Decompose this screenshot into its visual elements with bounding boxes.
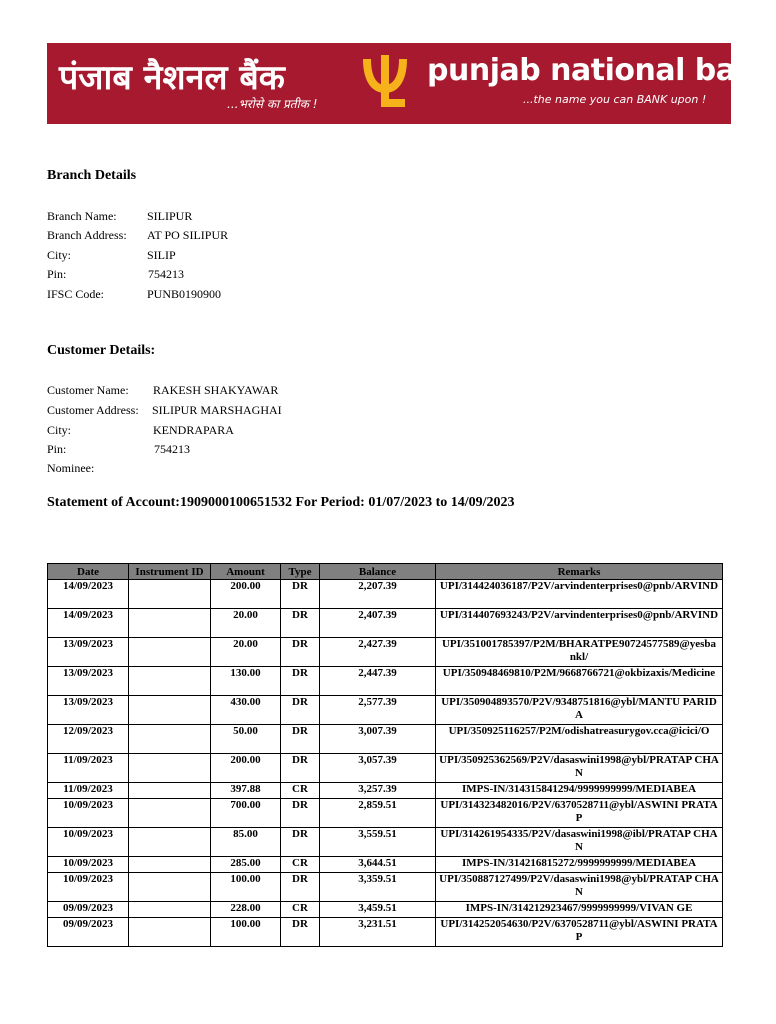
customer-address-label: Customer Address: [47, 403, 139, 417]
ifsc-code-value: PUNB0190900 [147, 287, 222, 301]
table-row [48, 918, 723, 947]
cell-balance: 2,207.39 [320, 580, 436, 609]
period-to-label: to [435, 495, 448, 510]
cell-type: CR [281, 857, 320, 873]
table-row [48, 667, 723, 696]
cell-balance: 3,559.51 [320, 828, 436, 857]
period-label: For Period: [295, 495, 365, 510]
branch-pin-label: Pin: [47, 267, 67, 281]
cell-amount: 130.00 [211, 667, 281, 696]
cell-remarks: UPI/350948469810/P2M/9668766721@okbizaxis/Medicine [436, 667, 723, 696]
cell-amount: 20.00 [211, 638, 281, 667]
branch-city-label: City: [47, 248, 72, 262]
cell-balance: 3,644.51 [320, 857, 436, 873]
table-row [48, 725, 723, 754]
cell-instrument-id [129, 857, 211, 873]
cell-amount: 20.00 [211, 609, 281, 638]
header-balance: Balance [320, 564, 436, 580]
cell-remarks: UPI/314407693243/P2V/arvindenterprises0@pnb/ARVIND [436, 609, 723, 638]
customer-city-value: KENDRAPARA [153, 423, 234, 437]
branch-name-label: Branch Name: [47, 209, 117, 223]
customer-address-value: SILIPUR MARSHAGHAI [152, 403, 282, 417]
cell-balance: 2,577.39 [320, 696, 436, 725]
cell-remarks: UPI/314252054630/P2V/6370528711@ybl/ASWINI PRATAP [436, 918, 723, 947]
cell-balance: 3,459.51 [320, 902, 436, 918]
table-row [48, 754, 723, 783]
cell-amount: 700.00 [211, 799, 281, 828]
table-row [48, 696, 723, 725]
statement-heading [47, 495, 515, 511]
cell-amount: 100.00 [211, 918, 281, 947]
cell-amount: 228.00 [211, 902, 281, 918]
cell-balance: 2,407.39 [320, 609, 436, 638]
cell-type: DR [281, 667, 320, 696]
cell-remarks: UPI/314261954335/P2V/dasaswini1998@ibl/PRATAP CHAN [436, 828, 723, 857]
customer-details-title: Customer Details: [47, 343, 156, 358]
header-amount: Amount [211, 564, 281, 580]
bank-name-hindi: पंजाब नैशनल बैंक [59, 58, 285, 98]
cell-instrument-id [129, 754, 211, 783]
customer-city-label: City: [47, 423, 72, 437]
cell-amount: 430.00 [211, 696, 281, 725]
cell-remarks: UPI/350925362569/P2V/dasaswini1998@ybl/PRATAP CHAN [436, 754, 723, 783]
statement-prefix: Statement of Account: [47, 495, 180, 510]
cell-type: DR [281, 754, 320, 783]
customer-pin-value: 754213 [154, 442, 190, 456]
table-row [48, 580, 723, 609]
cell-type: DR [281, 638, 320, 667]
cell-remarks: UPI/351001785397/P2M/BHARATPE90724577589@yesbankl/ [436, 638, 723, 667]
branch-address-value: AT PO SILIPUR [147, 228, 229, 242]
cell-date: 11/09/2023 [48, 783, 129, 799]
cell-date: 10/09/2023 [48, 873, 129, 902]
cell-amount: 100.00 [211, 873, 281, 902]
cell-type: DR [281, 799, 320, 828]
table-row [48, 609, 723, 638]
cell-type: CR [281, 783, 320, 799]
cell-amount: 85.00 [211, 828, 281, 857]
account-number: 1909000100651532 [179, 495, 292, 510]
cell-type: DR [281, 873, 320, 902]
cell-date: 13/09/2023 [48, 638, 129, 667]
customer-name-value: RAKESH SHAKYAWAR [153, 383, 279, 397]
customer-name-label: Customer Name: [47, 383, 129, 397]
header-instrument-id: Instrument ID [129, 564, 211, 580]
bank-name-english: punjab national bank [427, 53, 776, 88]
cell-balance: 2,447.39 [320, 667, 436, 696]
cell-date: 09/09/2023 [48, 902, 129, 918]
cell-date: 10/09/2023 [48, 799, 129, 828]
cell-date: 11/09/2023 [48, 754, 129, 783]
cell-instrument-id [129, 725, 211, 754]
cell-date: 14/09/2023 [48, 580, 129, 609]
cell-date: 13/09/2023 [48, 696, 129, 725]
table-row [48, 828, 723, 857]
header-type: Type [281, 564, 320, 580]
table-row [48, 873, 723, 902]
cell-amount: 200.00 [211, 754, 281, 783]
bank-header-banner [47, 43, 776, 124]
table-row [48, 799, 723, 828]
cell-remarks: UPI/350925116257/P2M/odishatreasurygov.cca@icici/O [436, 725, 723, 754]
cell-balance: 3,007.39 [320, 725, 436, 754]
branch-city-value: SILIP [147, 248, 176, 262]
transactions-table [47, 563, 723, 947]
cell-type: DR [281, 725, 320, 754]
cell-type: CR [281, 902, 320, 918]
branch-details-title: Branch Details [47, 168, 137, 183]
period-from: 01/07/2023 [368, 495, 433, 510]
cell-instrument-id [129, 918, 211, 947]
cell-amount: 397.88 [211, 783, 281, 799]
bank-tagline-english: ...the name you can BANK upon ! [523, 93, 707, 106]
cell-remarks: UPI/350904893570/P2V/9348751816@ybl/MANTU PARIDA [436, 696, 723, 725]
branch-pin-value: 754213 [148, 267, 184, 281]
cell-date: 13/09/2023 [48, 667, 129, 696]
cell-date: 14/09/2023 [48, 609, 129, 638]
branch-name-value: SILIPUR [147, 209, 193, 223]
table-row [48, 783, 723, 799]
pnb-logo-icon [359, 53, 411, 109]
table-row [48, 902, 723, 918]
period-to: 14/09/2023 [450, 495, 515, 510]
bank-tagline-hindi: ...भरोसे का प्रतीक ! [227, 97, 318, 111]
cell-type: DR [281, 696, 320, 725]
cell-remarks: IMPS-IN/314315841294/9999999999/MEDIABEA [436, 783, 723, 799]
header-date: Date [48, 564, 129, 580]
cell-instrument-id [129, 667, 211, 696]
cell-balance: 3,231.51 [320, 918, 436, 947]
cell-amount: 285.00 [211, 857, 281, 873]
cell-remarks: UPI/350887127499/P2V/dasaswini1998@ybl/PRATAP CHAN [436, 873, 723, 902]
cell-date: 10/09/2023 [48, 857, 129, 873]
branch-address-label: Branch Address: [47, 228, 127, 242]
header-remarks: Remarks [436, 564, 723, 580]
cell-instrument-id [129, 609, 211, 638]
cell-balance: 2,427.39 [320, 638, 436, 667]
ifsc-code-label: IFSC Code: [47, 287, 105, 301]
cell-instrument-id [129, 902, 211, 918]
cell-remarks: IMPS-IN/314212923467/9999999999/VIVAN GE [436, 902, 723, 918]
cell-instrument-id [129, 828, 211, 857]
table-row [48, 857, 723, 873]
cell-instrument-id [129, 873, 211, 902]
cell-date: 12/09/2023 [48, 725, 129, 754]
cell-balance: 3,257.39 [320, 783, 436, 799]
cell-instrument-id [129, 696, 211, 725]
cell-remarks: UPI/314323482016/P2V/6370528711@ybl/ASWINI PRATAP [436, 799, 723, 828]
cell-balance: 3,359.51 [320, 873, 436, 902]
cell-date: 10/09/2023 [48, 828, 129, 857]
customer-pin-label: Pin: [47, 442, 67, 456]
nominee-label: Nominee: [47, 461, 95, 475]
table-row [48, 638, 723, 667]
cell-date: 09/09/2023 [48, 918, 129, 947]
cell-type: DR [281, 580, 320, 609]
cell-instrument-id [129, 580, 211, 609]
cell-type: DR [281, 828, 320, 857]
cell-balance: 3,057.39 [320, 754, 436, 783]
cell-instrument-id [129, 783, 211, 799]
cell-balance: 2,859.51 [320, 799, 436, 828]
cell-instrument-id [129, 638, 211, 667]
table-header-row [48, 564, 723, 580]
cell-remarks: UPI/314424036187/P2V/arvindenterprises0@pnb/ARVIND [436, 580, 723, 609]
cell-amount: 200.00 [211, 580, 281, 609]
cell-remarks: IMPS-IN/314216815272/9999999999/MEDIABEA [436, 857, 723, 873]
cell-amount: 50.00 [211, 725, 281, 754]
cell-type: DR [281, 609, 320, 638]
cell-instrument-id [129, 799, 211, 828]
cell-type: DR [281, 918, 320, 947]
